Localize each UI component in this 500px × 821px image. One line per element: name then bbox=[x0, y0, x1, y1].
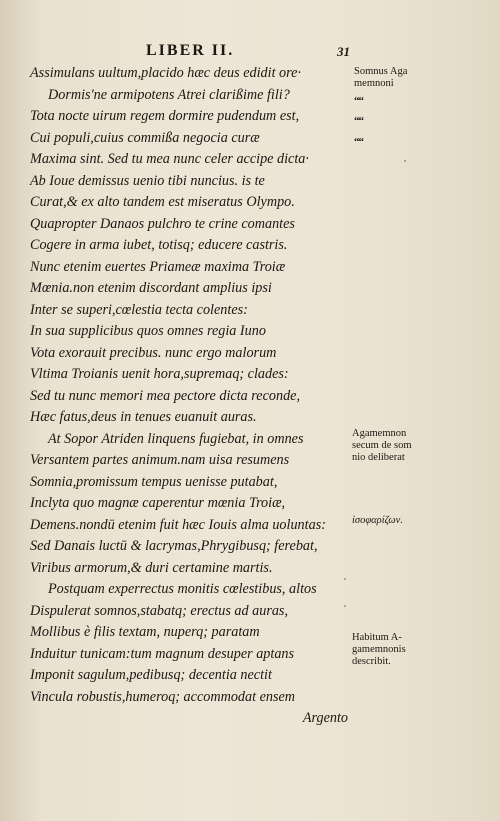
verse-line: Postquam experrectus monitis cœlestibus, altos bbox=[48, 581, 317, 597]
margin-note-greek: ἰσοφαρίζων. bbox=[352, 515, 403, 526]
verse-line: Nunc etenim euertes Priameæ maxima Troiæ bbox=[30, 258, 286, 275]
quote-mark: ““ bbox=[354, 95, 363, 107]
verse-line: Curat,& ex alto tandem est miseratus Olympo. bbox=[30, 194, 295, 210]
margin-note-line: describit. bbox=[352, 656, 391, 667]
catchword: Argento bbox=[302, 710, 348, 726]
paper-speck bbox=[344, 578, 346, 580]
margin-note-habitum bbox=[352, 632, 406, 668]
verse-line: Demens.nondū etenim fuit hæc Iouis alma uoluntas: bbox=[30, 516, 326, 533]
margin-note-line: Agamemnon bbox=[352, 428, 407, 439]
verse-line: At Sopor Atriden linquens fugiebat, in omnes bbox=[48, 430, 304, 447]
margin-note-agamemnon bbox=[352, 428, 412, 464]
verse-line: Sed tu nunc memori mea pectore dicta reconde, bbox=[30, 387, 301, 404]
verse-line: Maxima sint. Sed tu mea nunc celer accipe dicta· bbox=[30, 151, 309, 167]
paper-speck bbox=[404, 160, 406, 162]
verse-line: Tota nocte uirum regem dormire pudendum est, bbox=[30, 108, 300, 124]
verse-line: Viribus armorum,& duri certamine martis. bbox=[30, 559, 273, 576]
verse-line: In sua supplicibus quos omnes regia Iuno bbox=[30, 323, 266, 339]
verse-line: Somnia,promissum tempus uenisse putabat, bbox=[30, 473, 278, 490]
verse-text bbox=[30, 63, 350, 730]
margin-note-somnus bbox=[354, 66, 407, 90]
margin-note-line: memnoni bbox=[354, 78, 394, 89]
verse-line: Induitur tunicam:tum magnum desuper aptans bbox=[30, 645, 295, 662]
quote-mark: ““ bbox=[354, 115, 363, 127]
verse-line: Dispulerat somnos,stabatq; erectus ad auras, bbox=[30, 602, 289, 619]
verse-line: Mœnia.non etenim discordant amplius ipsi bbox=[30, 280, 272, 296]
margin-note-line: Habitum A- bbox=[352, 632, 402, 643]
verse-line: Vota exorauit precibus. nunc ergo malorum bbox=[30, 344, 277, 361]
verse-line: Inclyta quo magnæ caperentur mœnia Troiæ, bbox=[30, 495, 286, 511]
verse-line: Hæc fatus,deus in tenues euanuit auras. bbox=[30, 409, 257, 425]
page-number: 31 bbox=[337, 44, 350, 59]
verse-line: Imponit sagulum,pedibusq; decentia nectit bbox=[30, 667, 272, 683]
verse-line: Vltima Troianis uenit hora,supremaq; clades: bbox=[30, 366, 289, 382]
verse-line: Versantem partes animum.nam uisa resumens bbox=[30, 452, 290, 468]
verse-line: Cui populi,cuius commißa negocia curæ bbox=[30, 129, 260, 146]
verse-line: Mollibus è filis textam, nuperq; paratam bbox=[30, 624, 260, 640]
margin-note-line: gamemnonis bbox=[352, 644, 406, 655]
quote-mark: ““ bbox=[354, 136, 363, 148]
verse-line: Cogere in arma iubet, totisq; educere castris. bbox=[30, 237, 288, 253]
margin-note-line: secum de som bbox=[352, 440, 412, 451]
margin-note-line: nio deliberat bbox=[352, 452, 405, 463]
verse-line: Sed Danais luctū & lacrymas,Phrygibusq; ferebat, bbox=[30, 538, 318, 554]
verse-line: Vincula robustis,humeroq; accommodat ensem bbox=[30, 688, 296, 705]
verse-line: Ab Ioue demissus uenio tibi nuncius. is te bbox=[30, 172, 265, 189]
verse-line: Dormis'ne armipotens Atrei clarißime fili? bbox=[48, 86, 290, 103]
verse-line: Quapropter Danaos pulchro te crine comantes bbox=[30, 215, 295, 232]
paper-speck bbox=[344, 605, 346, 607]
margin-note-line: Somnus Aga bbox=[354, 66, 408, 77]
verse-line: Assimulans uultum,placido hæc deus edidit ore· bbox=[30, 65, 301, 81]
running-head: LIBER II. bbox=[146, 42, 235, 59]
verse-line: Inter se superi,cœlestia tecta colentes: bbox=[30, 301, 248, 318]
